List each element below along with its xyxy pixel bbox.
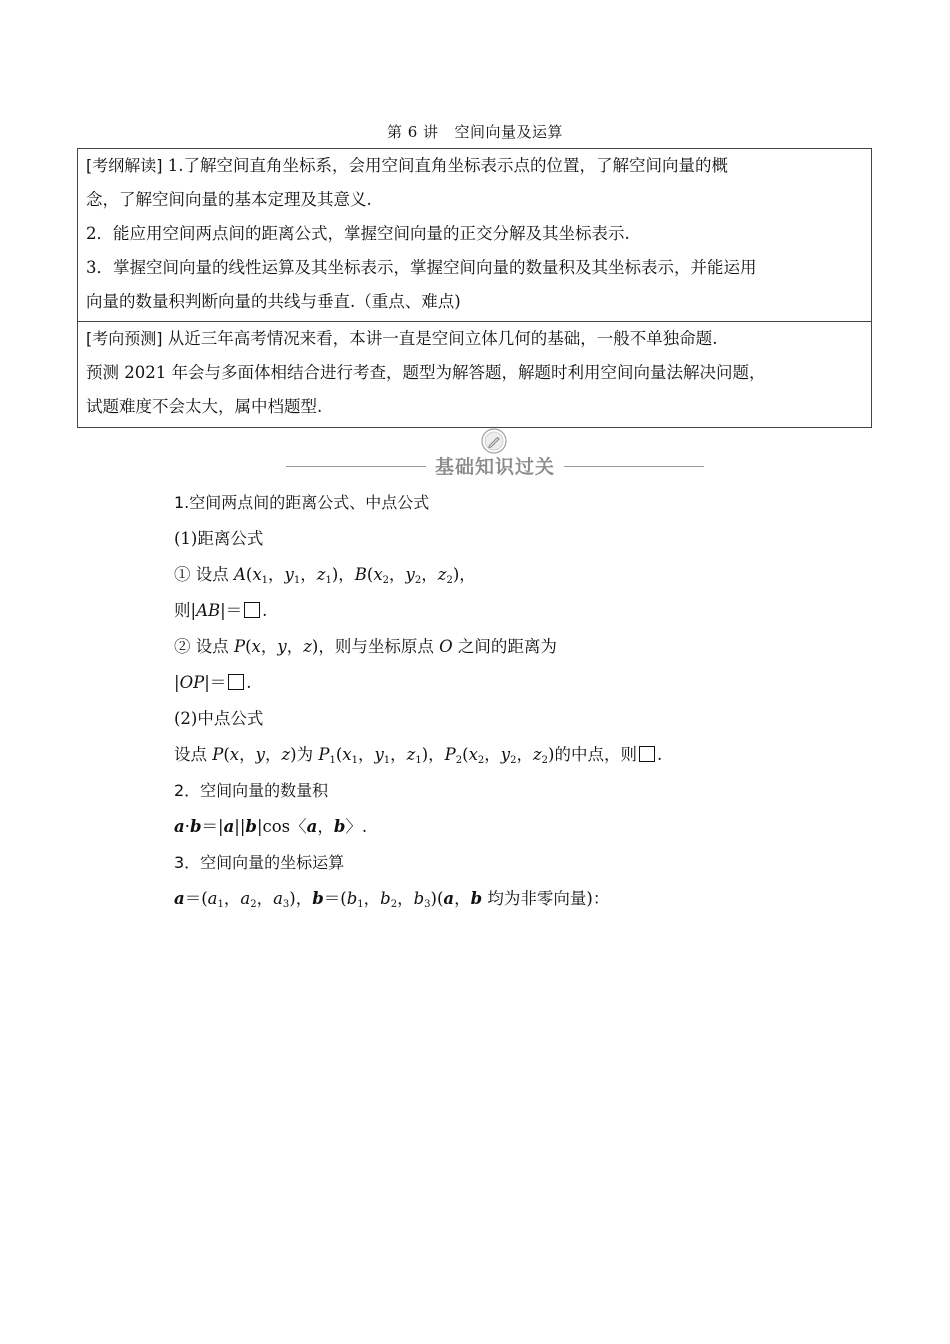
forecast-line-2: 预测 2021 年会与多面体相结合进行考查，题型为解答题，解题时利用空间向量法解决问题，: [86, 363, 766, 382]
forecast-line-3: 试题难度不会太大，属中档题型.: [86, 397, 323, 416]
section-banner: [286, 428, 704, 480]
answer-blank: [244, 602, 260, 618]
s1-item-2-conclusion: |OP|＝ .: [174, 673, 252, 692]
outline-line-5: 向量的数量积判断向量的共线与垂直.（重点、难点): [86, 292, 461, 311]
s3-formula: $a=(a_1$，$a_2$，$a_3$)，$b=(b_1$，$b_2$，$b_3)(a$，b 均为非零向量)：: [174, 889, 610, 910]
s1-subtitle-midpoint: (2)中点公式: [174, 709, 264, 728]
s1-midpoint: 设点 P(x，y，z)为 $P_1(x_1$，$y_1$，$z_1$)，$P_2(x_2$，$y_2$，$z_2$)的中点，则 .: [174, 745, 663, 766]
outline-line-3: 2．能应用空间两点间的距离公式，掌握空间向量的正交分解及其坐标表示.: [86, 224, 630, 243]
page-title: [0, 121, 950, 142]
outline-line-2: 念，了解空间向量的基本定理及其意义.: [86, 190, 372, 209]
s1-item-1-conclusion: 则|AB|＝ .: [174, 601, 268, 620]
s2-formula: a·b＝|a||b|cos〈a，b〉.: [174, 817, 368, 836]
lecture-topic: 空间向量及运算: [454, 123, 564, 141]
outline-tag: [考纲解读]: [86, 156, 163, 175]
section-heading: 基础知识过关: [434, 456, 555, 478]
forecast-tag: [考向预测]: [86, 329, 163, 348]
s1-subtitle-distance: (1)距离公式: [174, 529, 264, 548]
s3-title: 3．空间向量的坐标运算: [174, 853, 345, 872]
s1-item-2: ② 设点 P(x，y，z)，则与坐标原点 O 之间的距离为: [174, 637, 557, 656]
outline-line-4: 3．掌握空间向量的线性运算及其坐标表示，掌握空间向量的数量积及其坐标表示，并能运用: [86, 258, 757, 277]
outline-line-1: [考纲解读] 1.了解空间直角坐标系，会用空间直角坐标表示点的位置，了解空间向量的概: [86, 156, 728, 175]
lecture-number: 第 6 讲: [386, 123, 439, 141]
s2-title: 2．空间向量的数量积: [174, 781, 329, 800]
s1-item-1: ① 设点 $A(x_1$，$y_1$，$z_1$)，$B(x_2$，$y_2$，$z_2$)，: [174, 565, 476, 586]
forecast-line-1: [考向预测] 从近三年高考情况来看，本讲一直是空间立体几何的基础，一般不单独命题.: [86, 329, 718, 348]
s1-title: 1.空间两点间的距离公式、中点公式: [174, 493, 430, 512]
forecast-box: [77, 321, 872, 428]
answer-blank: [639, 746, 655, 762]
outline-box: [77, 148, 872, 322]
section-content: [174, 488, 662, 920]
pencil-icon: [481, 428, 507, 454]
answer-blank: [228, 674, 244, 690]
